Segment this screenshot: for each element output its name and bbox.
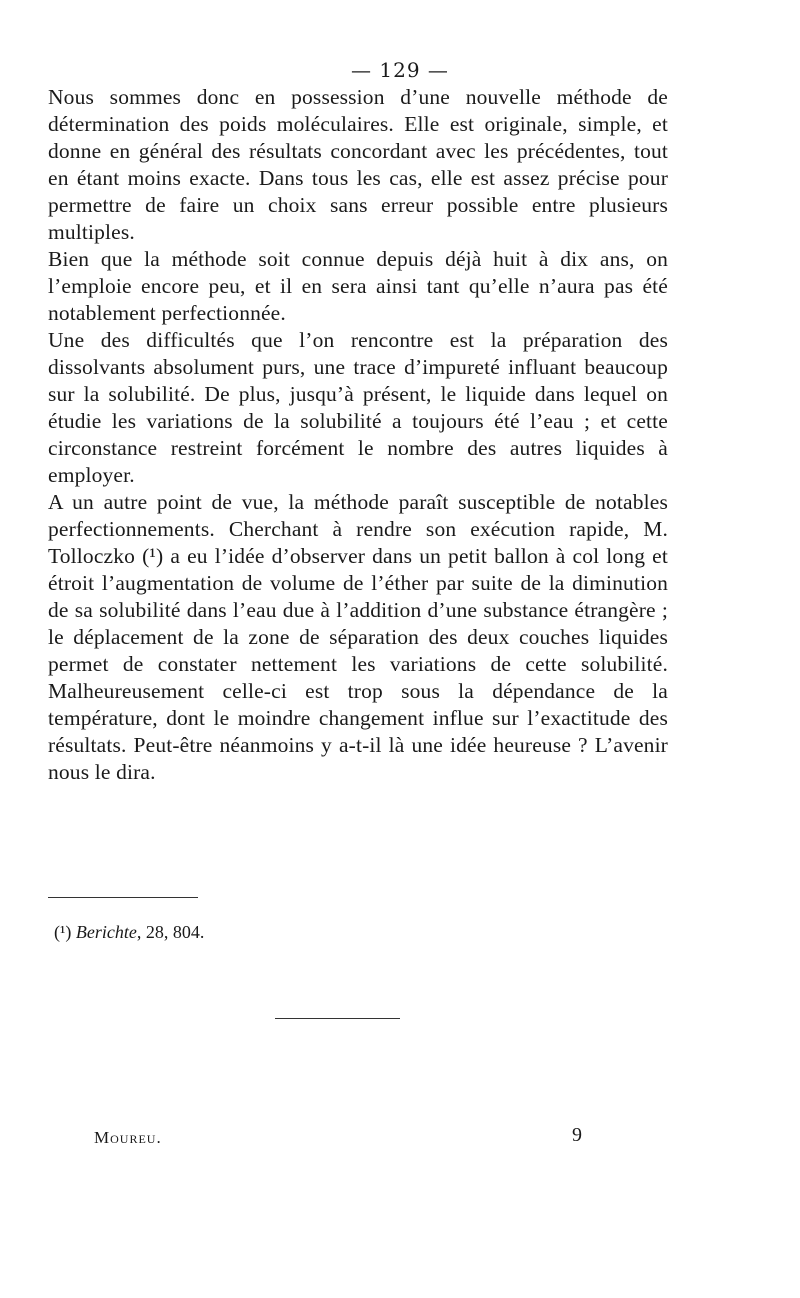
sheet-number: 9 [572, 1124, 582, 1146]
paragraph: Une des difficultés que l’on rencontre est la préparation des dissolvants absolument purs, une trace d’impureté influant beaucoup sur la solubilité. De plus, jusqu’à présent, le liquide dans lequel on étudie les variations de la solubilité a toujours été l’eau ; et cette circonstance restreint forcément le nombre des autres liquides à employer. [48, 328, 668, 487]
footnote-journal: Berichte [75, 922, 137, 942]
footnote-divider [48, 897, 198, 898]
page-number: — 129 — [351, 58, 449, 82]
footnote [54, 922, 204, 943]
footnote-marker: (¹) [54, 922, 72, 942]
author-signature: Moureu. [94, 1128, 162, 1147]
paragraph: A un autre point de vue, la méthode paraît susceptible de notables perfectionnements. Cherchant à rendre son exécution rapide, M. Tolloczko (¹) a eu l’idée d’observer dans un petit ballon à col long et étroit l’augmentation de volume de l’éther par suite de la diminution de sa solubilité dans l’eau due à l’addition d’une substance étrangère ; le déplacement de la zone de séparation des deux couches liquides permet de constater nettement les variations de cette solubilité. Malheureusement celle-ci est trop sous la dépendance de la température, dont le moindre changement influe sur l’exactitude des résultats. Peut-être néanmoins y a-t-il là une idée heureuse ? L’avenir nous le dira. [48, 490, 668, 784]
footnote-reference: , 28, 804. [136, 922, 205, 942]
body-text [48, 84, 668, 786]
paragraph: Bien que la méthode soit connue depuis déjà huit à dix ans, on l’emploie encore peu, et il en sera ainsi tant qu’elle n’aura pas été notablement perfectionnée. [48, 247, 668, 325]
paragraph: Nous sommes donc en possession d’une nouvelle méthode de détermination des poids moléculaires. Elle est originale, simple, et donne en général des résultats concordant avec les précédentes, tout en étant moins exacte. Dans tous les cas, elle est assez précise pour permettre de faire un choix sans erreur possible entre plusieurs multiples. [48, 85, 668, 244]
section-divider [275, 1018, 400, 1019]
